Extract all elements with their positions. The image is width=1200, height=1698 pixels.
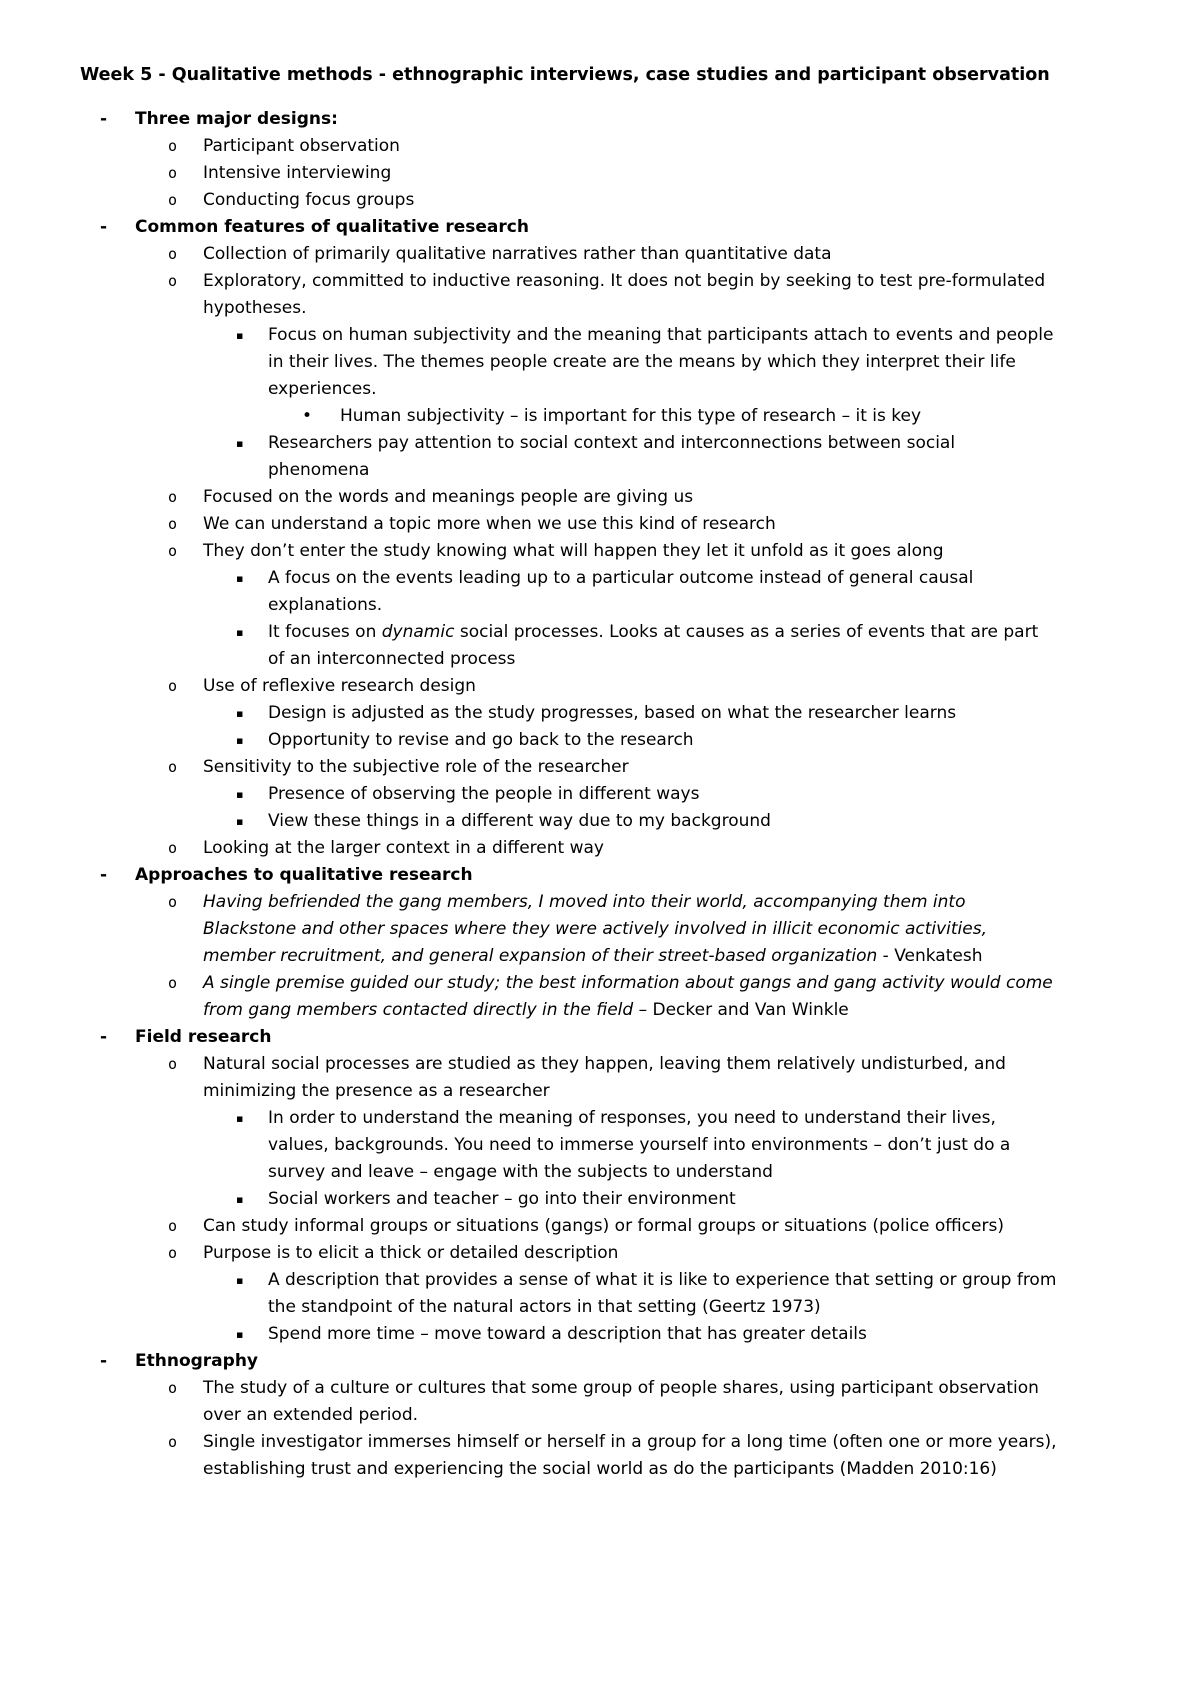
item-text: A description that provides a sense of what it is like to experience that setting or group from the standpoint of the natural actors in that setting (Geertz 1973) xyxy=(268,1270,1057,1317)
item-text: Focused on the words and meanings people are giving us xyxy=(203,487,694,507)
bullet-marker: ▪ xyxy=(236,329,244,342)
list-item xyxy=(80,781,1060,808)
list-item xyxy=(80,1105,1060,1186)
list-item xyxy=(80,1348,1060,1375)
bullet-marker: ▪ xyxy=(236,1112,244,1125)
quote-text: dynamic xyxy=(381,622,455,642)
bullet-marker: o xyxy=(168,245,178,263)
list-item xyxy=(80,322,1060,403)
list-item xyxy=(80,889,1060,970)
item-text: A focus on the events leading up to a particular outcome instead of general causal explanations. xyxy=(268,568,974,615)
item-text: Looking at the larger context in a different way xyxy=(203,838,604,858)
list-item xyxy=(80,403,1060,430)
list-item xyxy=(80,970,1060,1024)
bullet-marker: o xyxy=(168,137,178,155)
notes-list xyxy=(80,106,1060,1483)
quote-text: Having befriended the gang members, I moved into their world, accompanying them into Blackstone and other spaces where they were actively involved in illicit economic activities, member recruitment, and general expansion of their street-based organization xyxy=(203,892,987,966)
section-heading: Ethnography xyxy=(135,1351,259,1371)
item-text xyxy=(268,619,1060,673)
bullet-marker: ▪ xyxy=(236,1274,244,1287)
list-item xyxy=(80,1024,1060,1051)
list-item xyxy=(80,1429,1060,1483)
item-text: It focuses on xyxy=(268,622,382,642)
item-text: Single investigator immerses himself or herself in a group for a long time (often one or more years), establishing trust and experiencing the social world as do the participants (Madden 2010:16) xyxy=(203,1432,1057,1479)
list-item xyxy=(80,673,1060,700)
bullet-marker: ▪ xyxy=(236,626,244,639)
item-text xyxy=(203,889,1060,970)
list-item xyxy=(80,430,1060,484)
list-item xyxy=(80,1267,1060,1321)
list-item xyxy=(80,268,1060,322)
list-item xyxy=(80,511,1060,538)
item-text: Spend more time – move toward a description that has greater details xyxy=(268,1324,867,1344)
list-item xyxy=(80,565,1060,619)
bullet-marker: o xyxy=(168,1433,178,1451)
bullet-marker: • xyxy=(302,406,313,426)
list-item xyxy=(80,133,1060,160)
bullet-marker: - xyxy=(100,1027,108,1047)
list-item xyxy=(80,214,1060,241)
list-item xyxy=(80,187,1060,214)
item-text: We can understand a topic more when we use this kind of research xyxy=(203,514,776,534)
bullet-marker: ▪ xyxy=(236,815,244,828)
section-heading: Three major designs: xyxy=(135,109,338,129)
list-item xyxy=(80,160,1060,187)
bullet-marker: o xyxy=(168,1244,178,1262)
list-item xyxy=(80,1186,1060,1213)
list-item xyxy=(80,727,1060,754)
item-text: Sensitivity to the subjective role of the researcher xyxy=(203,757,629,777)
item-text: Conducting focus groups xyxy=(203,190,415,210)
item-text: Human subjectivity – is important for this type of research – it is key xyxy=(340,406,922,426)
item-text: Exploratory, committed to inductive reasoning. It does not begin by seeking to test pre-formulated hypotheses. xyxy=(203,271,1046,318)
bullet-marker: - xyxy=(100,1351,108,1371)
list-item xyxy=(80,835,1060,862)
section-heading: Common features of qualitative research xyxy=(135,217,529,237)
list-item xyxy=(80,241,1060,268)
list-item xyxy=(80,754,1060,781)
item-text: Intensive interviewing xyxy=(203,163,392,183)
bullet-marker: o xyxy=(168,164,178,182)
item-text: Participant observation xyxy=(203,136,400,156)
bullet-marker: o xyxy=(168,893,178,911)
bullet-marker: ▪ xyxy=(236,788,244,801)
bullet-marker: o xyxy=(168,191,178,209)
item-text: Focus on human subjectivity and the meaning that participants attach to events and people in their lives. The themes people create are the means by which they interpret their life experiences. xyxy=(268,325,1054,399)
list-item xyxy=(80,106,1060,133)
bullet-marker: o xyxy=(168,1379,178,1397)
item-text: Collection of primarily qualitative narratives rather than quantitative data xyxy=(203,244,832,264)
section-heading: Approaches to qualitative research xyxy=(135,865,473,885)
list-item xyxy=(80,808,1060,835)
bullet-marker: o xyxy=(168,677,178,695)
item-text: Researchers pay attention to social context and interconnections between social phenomena xyxy=(268,433,956,480)
bullet-marker: o xyxy=(168,1217,178,1235)
page-title: Week 5 - Qualitative methods - ethnographic interviews, case studies and participant observation xyxy=(80,65,1050,85)
item-text: Social workers and teacher – go into their environment xyxy=(268,1189,736,1209)
bullet-marker: ▪ xyxy=(236,572,244,585)
bullet-marker: ▪ xyxy=(236,707,244,720)
bullet-marker: o xyxy=(168,542,178,560)
item-text: Use of reflexive research design xyxy=(203,676,476,696)
list-item xyxy=(80,1213,1060,1240)
bullet-marker: o xyxy=(168,488,178,506)
section-heading: Field research xyxy=(135,1027,272,1047)
bullet-marker: ▪ xyxy=(236,1193,244,1206)
list-item xyxy=(80,538,1060,565)
item-text: Purpose is to elicit a thick or detailed description xyxy=(203,1243,619,1263)
item-text: In order to understand the meaning of responses, you need to understand their lives, values, backgrounds. You need to immerse yourself into environments – don’t just do a survey and leave – engage with the subjects to understand xyxy=(268,1108,1011,1182)
item-text: Presence of observing the people in different ways xyxy=(268,784,700,804)
item-text: View these things in a different way due to my background xyxy=(268,811,771,831)
bullet-marker: - xyxy=(100,865,108,885)
list-item xyxy=(80,700,1060,727)
bullet-marker: ▪ xyxy=(236,437,244,450)
item-text: – Decker and Van Winkle xyxy=(633,1000,849,1020)
item-text xyxy=(203,970,1060,1024)
item-text: Opportunity to revise and go back to the research xyxy=(268,730,694,750)
item-text: social processes. Looks at causes as a series of events that are part of an interconnected process xyxy=(268,622,1039,669)
list-item xyxy=(80,1051,1060,1105)
bullet-marker: ▪ xyxy=(236,1328,244,1341)
item-text: They don’t enter the study knowing what will happen they let it unfold as it goes along xyxy=(203,541,944,561)
bullet-marker: o xyxy=(168,758,178,776)
item-text: Design is adjusted as the study progresses, based on what the researcher learns xyxy=(268,703,957,723)
bullet-marker: o xyxy=(168,1055,178,1073)
bullet-marker: - xyxy=(100,217,108,237)
list-item xyxy=(80,862,1060,889)
bullet-marker: o xyxy=(168,839,178,857)
bullet-marker: o xyxy=(168,515,178,533)
quote-text: A single premise guided our study; the best information about gangs and gang activity would come from gang members contacted directly in the field xyxy=(203,973,1053,1020)
list-item xyxy=(80,1321,1060,1348)
list-item xyxy=(80,484,1060,511)
list-item xyxy=(80,1240,1060,1267)
item-text: - Venkatesh xyxy=(877,946,983,966)
list-item xyxy=(80,1375,1060,1429)
bullet-marker: o xyxy=(168,974,178,992)
item-text: Natural social processes are studied as they happen, leaving them relatively undisturbed, and minimizing the presence as a researcher xyxy=(203,1054,1006,1101)
bullet-marker: - xyxy=(100,109,108,129)
bullet-marker: o xyxy=(168,272,178,290)
item-text: The study of a culture or cultures that some group of people shares, using participant observation over an extended period. xyxy=(203,1378,1039,1425)
bullet-marker: ▪ xyxy=(236,734,244,747)
item-text: Can study informal groups or situations (gangs) or formal groups or situations (police officers) xyxy=(203,1216,1004,1236)
list-item xyxy=(80,619,1060,673)
